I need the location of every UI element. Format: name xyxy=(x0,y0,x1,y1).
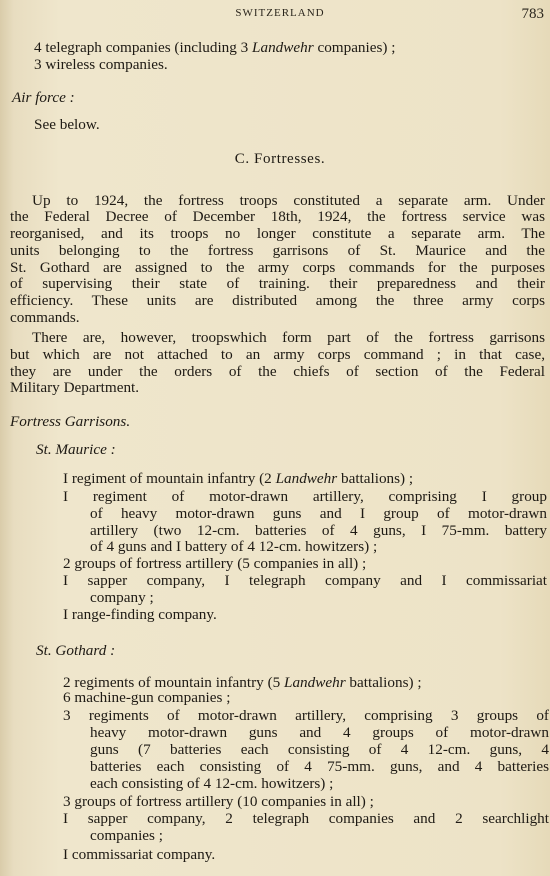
paragraph-line: Up to 1924, the fortress troops constituted a separate arm. Under xyxy=(32,192,545,209)
list-item-text: battalions) ; xyxy=(337,470,414,487)
list-item: 3 wireless companies. xyxy=(34,56,168,73)
paragraph-line: commands. xyxy=(10,309,80,326)
running-title: SWITZERLAND xyxy=(235,7,325,19)
paragraph-line: There are, however, troopswhich form part of the fortress garrisons xyxy=(32,329,545,346)
list-item: 2 groups of fortress artillery (5 companies in all) ; xyxy=(63,555,367,572)
list-item-line: heavy motor-drawn guns and 4 groups of motor-drawn xyxy=(90,724,549,741)
list-item-emphasis: Landwehr xyxy=(252,39,314,56)
list-item xyxy=(34,40,395,55)
page-number: 783 xyxy=(521,6,544,22)
list-item-line: batteries each consisting of 4 75-mm. guns, and 4 batteries xyxy=(90,758,549,775)
garrisons-heading: Fortress Garrisons. xyxy=(10,413,131,430)
paragraph-line: reorganised, and its troops no longer constitute a separate arm. The xyxy=(10,225,545,242)
paragraph-line: St. Gothard are assigned to the army corps commands for the purposes xyxy=(10,259,545,276)
list-item-text: 4 telegraph companies (including 3 xyxy=(34,39,253,56)
list-item-emphasis: Landwehr xyxy=(284,674,346,691)
paragraph-line: of supervising their state of training. their preparedness and their xyxy=(10,275,545,292)
list-item-line: I sapper company, 2 telegraph companies and 2 searchlight xyxy=(63,810,549,827)
list-item-line: companies ; xyxy=(90,827,163,844)
list-item-line: of heavy motor-drawn guns and I group of motor-drawn xyxy=(90,505,547,522)
list-item-line: I sapper company, I telegraph company and I commissariat xyxy=(63,572,547,589)
list-item-text: companies) ; xyxy=(313,39,396,56)
list-item-text: 2 regiments of mountain infantry (5 xyxy=(63,674,285,691)
paragraph-line: Military Department. xyxy=(10,379,140,396)
list-item-line: I regiment of motor-drawn artillery, comprising I group xyxy=(63,488,547,505)
paragraph-line: but which are not attached to an army corps command ; in that case, xyxy=(10,346,545,363)
list-item-text: I regiment of mountain infantry (2 xyxy=(63,470,276,487)
section-title: C. Fortresses. xyxy=(234,151,326,167)
list-item: 3 groups of fortress artillery (10 companies in all) ; xyxy=(63,793,374,810)
list-item-emphasis: Landwehr xyxy=(275,470,338,487)
paragraph-line: the Federal Decree of December 18th, 1924, the fortress service was xyxy=(10,208,545,225)
air-force-text: See below. xyxy=(34,116,100,133)
list-item-line: 3 regiments of motor-drawn artillery, comprising 3 groups of xyxy=(63,707,549,724)
list-item-line: of 4 guns and I battery of 4 12-cm. howitzers) ; xyxy=(90,538,378,555)
list-item-line: artillery (two 12-cm. batteries of 4 guns, I 75-mm. battery xyxy=(90,522,547,539)
list-item: 6 machine-gun companies ; xyxy=(63,689,231,706)
list-item: I range-finding company. xyxy=(63,606,217,623)
list-item-line: guns (7 batteries each consisting of 4 12-cm. guns, 4 xyxy=(90,741,549,758)
air-force-heading: Air force : xyxy=(12,89,75,106)
paragraph-line: units belonging to the fortress garrisons of St. Maurice and the xyxy=(10,242,545,259)
list-item-text: battalions) ; xyxy=(345,674,422,691)
paragraph-line: efficiency. These units are distributed among the three army corps xyxy=(10,292,545,309)
paragraph-line: they are under the orders of the chiefs of section of the Federal xyxy=(10,363,545,380)
list-item: I commissariat company. xyxy=(63,846,216,863)
st-maurice-heading: St. Maurice : xyxy=(36,441,116,458)
list-item-line: company ; xyxy=(90,589,154,606)
list-item-line: each consisting of 4 12-cm. howitzers) ; xyxy=(90,775,334,792)
running-head xyxy=(0,6,550,24)
st-gothard-heading: St. Gothard : xyxy=(36,642,116,659)
list-item xyxy=(63,471,413,486)
